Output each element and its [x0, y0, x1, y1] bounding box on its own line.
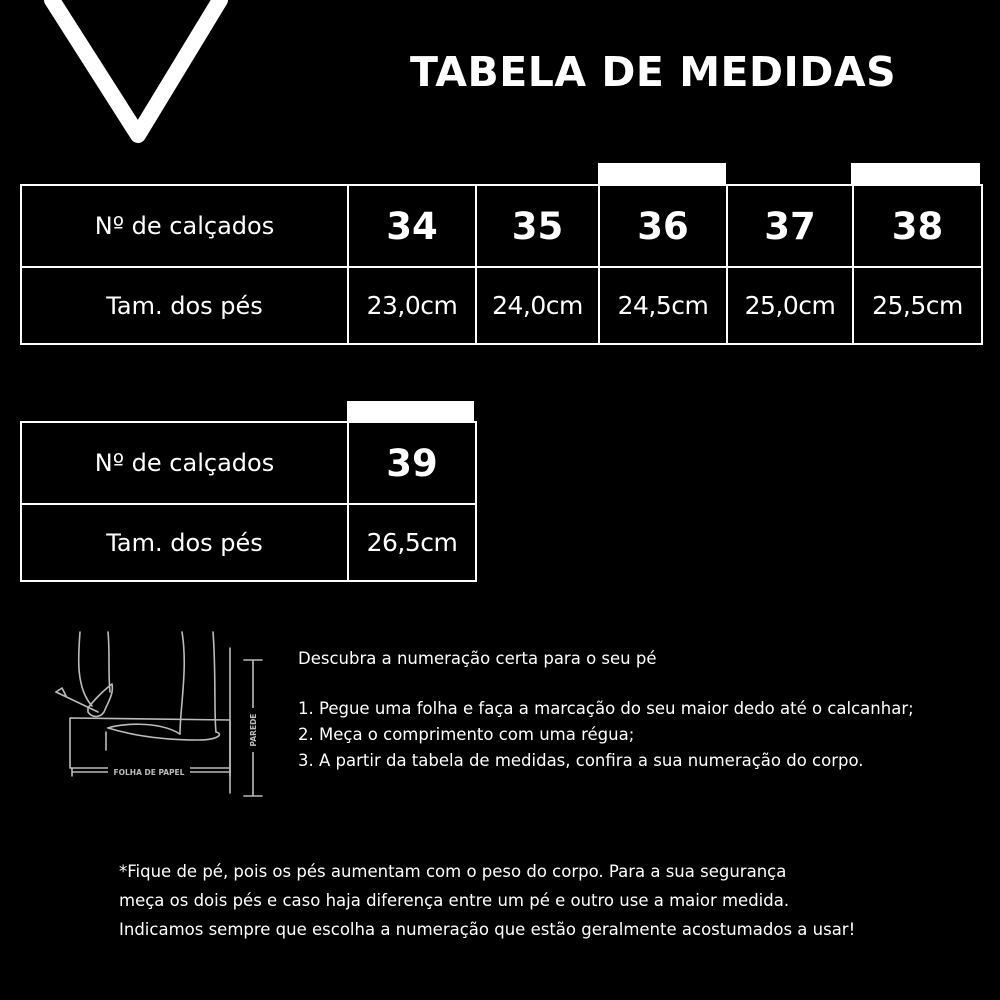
size-cell: 38: [853, 185, 982, 267]
column-tab-39: [347, 401, 474, 422]
instructions-intro: Descubra a numeração certa para o seu pé: [298, 649, 657, 668]
size-table-1: [20, 184, 983, 345]
size-cell: 35: [476, 185, 599, 267]
size-cell: 39: [348, 422, 476, 504]
foot-length-cell: 24,0cm: [476, 267, 599, 344]
size-cell: 34: [348, 185, 476, 267]
foot-length-cell: 25,0cm: [727, 267, 853, 344]
shoe-size-row: [21, 422, 476, 504]
column-tab-36: [598, 163, 726, 184]
size-cell: 37: [727, 185, 853, 267]
footnote: [119, 857, 979, 944]
shoe-size-row: [21, 185, 982, 267]
instruction-step: 2. Meça o comprimento com uma régua;: [298, 725, 635, 744]
size-cell: 36: [599, 185, 727, 267]
brand-logo: [40, 0, 230, 150]
footnote-line: Indicamos sempre que escolha a numeração que estão geralmente acostumados a usar!: [119, 920, 856, 939]
page-title: TABELA DE MEDIDAS: [410, 48, 897, 96]
foot-length-cell: 23,0cm: [348, 267, 476, 344]
foot-length-label: Tam. dos pés: [21, 504, 348, 581]
foot-length-cell: 24,5cm: [599, 267, 727, 344]
shoe-size-label: Nº de calçados: [21, 422, 348, 504]
shoe-size-label: Nº de calçados: [21, 185, 348, 267]
foot-length-cell: 26,5cm: [348, 504, 476, 581]
foot-length-row: [21, 267, 982, 344]
column-tab-38: [851, 163, 980, 184]
footnote-line: meça os dois pés e caso haja diferença entre um pé e outro use a maior medida.: [119, 891, 790, 910]
measuring-instructions: [298, 646, 988, 774]
instruction-step: 1. Pegue uma folha e faça a marcação do seu maior dedo até o calcanhar;: [298, 699, 914, 718]
size-table-2: [20, 421, 477, 582]
instruction-step: 3. A partir da tabela de medidas, confira a sua numeração do corpo.: [298, 751, 864, 770]
footnote-line: *Fique de pé, pois os pés aumentam com o peso do corpo. Para a sua segurança: [119, 862, 787, 881]
foot-measure-diagram: [48, 628, 278, 803]
wall-label: PAREDE: [249, 713, 258, 747]
foot-length-label: Tam. dos pés: [21, 267, 348, 344]
foot-length-cell: 25,5cm: [853, 267, 982, 344]
paper-label: FOLHA DE PAPEL: [113, 768, 185, 777]
foot-length-row: [21, 504, 476, 581]
